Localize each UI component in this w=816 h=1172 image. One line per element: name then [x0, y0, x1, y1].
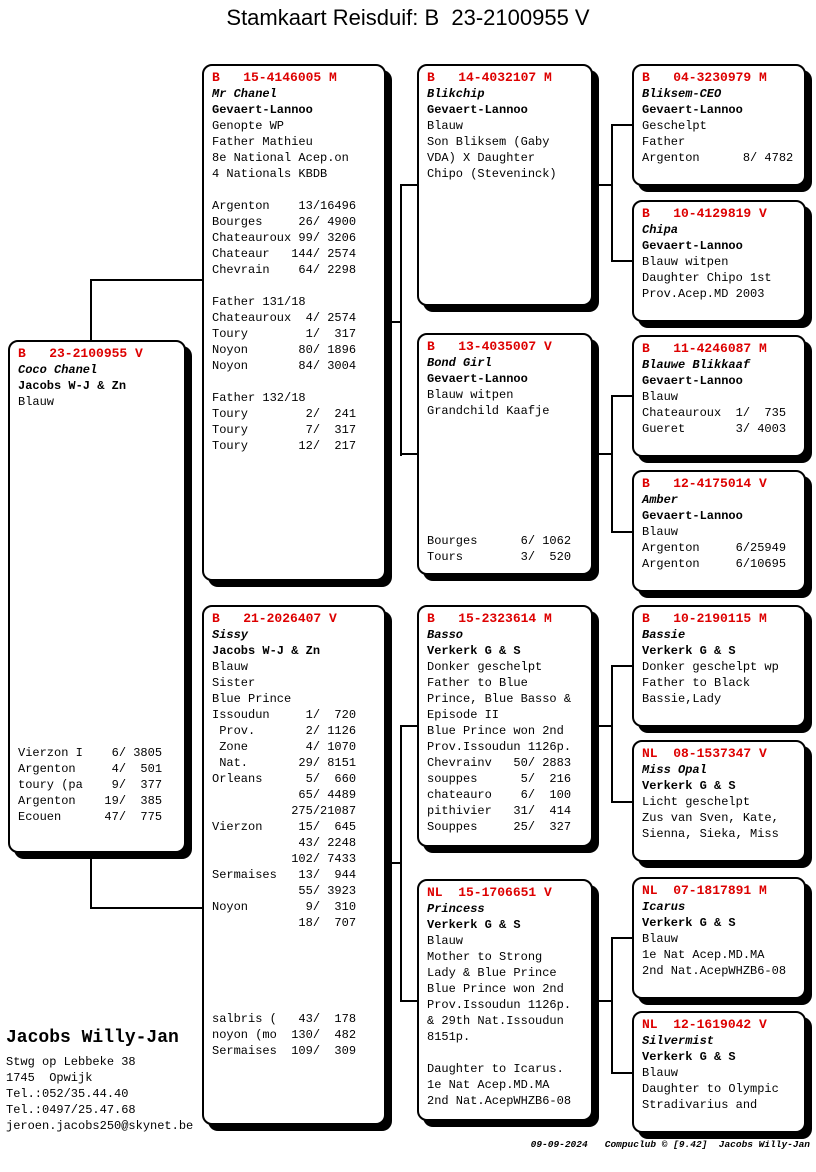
text-line: chateauro 6/ 100: [427, 788, 572, 802]
pigeon-details: [212, 118, 382, 454]
connector-fm-right-stub: [593, 453, 613, 455]
pigeon-name: Bassie: [642, 628, 686, 642]
text-line: 43/ 2248: [212, 836, 357, 850]
text-line: Issoudun 1/ 720: [212, 708, 357, 722]
text-line: Father 132/18: [212, 391, 306, 405]
owner-address: [6, 1054, 193, 1134]
text-line: Prov.Acep.MD 2003: [642, 287, 765, 301]
text-line: 275/21087: [212, 804, 357, 818]
connector-mff-stub: [611, 665, 632, 667]
text-line: Noyon 80/ 1896: [212, 343, 357, 357]
text-line: Argenton 4/ 501: [18, 762, 163, 776]
text-line: [212, 947, 382, 963]
text-line: 102/ 7433: [212, 852, 357, 866]
text-line: Souppes 25/ 327: [427, 820, 572, 834]
text-line: Chipo (Steveninck): [427, 167, 557, 181]
text-line: 1e Nat Acep.MD.MA: [642, 948, 765, 962]
pigeon-name: Bond Girl: [427, 356, 492, 370]
pedigree-box-mfm: [632, 740, 806, 862]
text-line: VDA) X Daughter: [427, 151, 536, 165]
connector-subject-mother-vline: [90, 853, 92, 909]
pedigree-box-fff: [632, 64, 806, 186]
pigeon-details: [212, 659, 382, 1059]
text-line: Father to Blue: [427, 676, 528, 690]
pedigree-box-father: [202, 64, 386, 581]
ring-number: B 15-2323614 M: [427, 611, 552, 626]
pigeon-name: Sissy: [212, 628, 249, 642]
text-line: 65/ 4489: [212, 788, 357, 802]
page-title: Stamkaart Reisduif: B 23-2100955 V: [226, 5, 590, 30]
breeder-name: Gevaert-Lannoo: [642, 103, 743, 117]
text-line: Donker geschelpt wp: [642, 660, 779, 674]
footer-credit: 09-09-2024 Compuclub © [9.42] Jacobs Willy-Jan: [530, 1139, 810, 1150]
text-line: [212, 963, 382, 979]
ring-number: NL 12-1619042 V: [642, 1017, 767, 1032]
text-line: Bassie,Lady: [642, 692, 722, 706]
connector-mmf-stub: [611, 937, 632, 939]
connector-mfm-stub: [611, 801, 632, 803]
text-line: Prov.Issoudun 1126p.: [427, 998, 572, 1012]
connector-subject-father-hline: [90, 279, 202, 281]
breeder-name: Verkerk G & S: [427, 918, 521, 932]
race-results: [427, 533, 571, 565]
pedigree-box-mf: [417, 605, 593, 847]
pedigree-box-mff: [632, 605, 806, 727]
text-line: Genopte WP: [212, 119, 285, 133]
pigeon-name: Blikchip: [427, 87, 485, 101]
text-line: Episode II: [427, 708, 500, 722]
pigeon-details: [642, 931, 802, 979]
text-line: Gueret 3/ 4003: [642, 422, 787, 436]
connector-ff-ggp-vline: [611, 124, 613, 262]
connector-fm-stub: [400, 453, 417, 455]
text-line: Tel.:052/35.44.40: [6, 1087, 129, 1101]
connector-mf-ggp-vline: [611, 665, 613, 803]
pigeon-name: Princess: [427, 902, 485, 916]
pigeon-name: Miss Opal: [642, 763, 707, 777]
breeder-name: Gevaert-Lannoo: [212, 103, 313, 117]
text-line: Blue Prince won 2nd: [427, 724, 564, 738]
text-line: Daughter Chipo 1st: [642, 271, 772, 285]
breeder-name: Verkerk G & S: [642, 779, 736, 793]
pigeon-details: [642, 794, 802, 842]
pedigree-box-ffm: [632, 200, 806, 322]
text-line: Chateauroux 1/ 735: [642, 406, 787, 420]
ring-number: B 12-4175014 V: [642, 476, 767, 491]
connector-fff-stub: [611, 124, 632, 126]
text-line: Ecouen 47/ 775: [18, 810, 163, 824]
pedigree-box-mm: [417, 879, 593, 1121]
pedigree-box-ff: [417, 64, 593, 306]
text-line: Zus van Sven, Kate,: [642, 811, 779, 825]
text-line: Daughter to Olympic: [642, 1082, 779, 1096]
text-line: Toury 1/ 317: [212, 327, 357, 341]
text-line: Blauw witpen: [642, 255, 729, 269]
text-line: jeroen.jacobs250@skynet.be: [6, 1119, 194, 1133]
text-line: Father 131/18: [212, 295, 306, 309]
pigeon-name: Blauwe Blikkaaf: [642, 358, 751, 372]
connector-fmm-stub: [611, 531, 632, 533]
text-line: Orleans 5/ 660: [212, 772, 357, 786]
breeder-name: Verkerk G & S: [427, 644, 521, 658]
breeder-name: Verkerk G & S: [642, 644, 736, 658]
text-line: Argenton 19/ 385: [18, 794, 163, 808]
pigeon-name: Amber: [642, 493, 679, 507]
text-line: Sienna, Sieka, Miss: [642, 827, 779, 841]
text-line: Argenton 6/25949: [642, 541, 787, 555]
breeder-name: Jacobs W-J & Zn: [212, 644, 321, 658]
connector-mm-stub: [400, 1000, 417, 1002]
text-line: Chateauroux 4/ 2574: [212, 311, 357, 325]
ring-number: NL 07-1817891 M: [642, 883, 767, 898]
text-line: 1e Nat Acep.MD.MA: [427, 1078, 550, 1092]
text-line: Father Mathieu: [212, 135, 313, 149]
pigeon-name: Basso: [427, 628, 464, 642]
pigeon-details: [642, 254, 802, 302]
text-line: toury (pa 9/ 377: [18, 778, 163, 792]
pigeon-details: [427, 118, 589, 182]
connector-ff-stub: [400, 184, 417, 186]
text-line: Blauw: [427, 119, 464, 133]
connector-ffm-stub: [611, 260, 632, 262]
pigeon-details: [427, 933, 589, 1109]
text-line: Father: [642, 135, 686, 149]
pigeon-details: [427, 659, 589, 835]
text-line: Blue Prince: [212, 692, 292, 706]
text-line: Donker geschelpt: [427, 660, 543, 674]
pigeon-name: Bliksem-CEO: [642, 87, 722, 101]
text-line: 2nd Nat.AcepWHZB6-08: [427, 1094, 572, 1108]
ring-number: B 13-4035007 V: [427, 339, 552, 354]
text-line: [212, 979, 382, 995]
text-line: Grandchild Kaafje: [427, 404, 550, 418]
text-line: Toury 7/ 317: [212, 423, 357, 437]
text-line: Son Bliksem (Gaby: [427, 135, 550, 149]
text-line: Blauw: [642, 932, 679, 946]
text-line: [212, 995, 382, 1011]
text-line: Licht geschelpt: [642, 795, 751, 809]
pigeon-name: Mr Chanel: [212, 87, 277, 101]
text-line: Blauw: [427, 934, 464, 948]
text-line: Vierzon I 6/ 3805: [18, 746, 163, 760]
breeder-name: Jacobs W-J & Zn: [18, 379, 127, 393]
text-line: Nat. 29/ 8151: [212, 756, 357, 770]
text-line: 8151p.: [427, 1030, 471, 1044]
pigeon-details: [642, 1065, 802, 1113]
text-line: Prov.Issoudun 1126p.: [427, 740, 572, 754]
pigeon-details: [18, 394, 182, 410]
connector-father-grandparents-vline: [400, 184, 402, 456]
text-line: [212, 278, 382, 294]
pedigree-box-mmf: [632, 877, 806, 999]
breeder-name: Gevaert-Lannoo: [427, 372, 528, 386]
pedigree-box-subject: [8, 340, 186, 853]
text-line: Bourges 26/ 4900: [212, 215, 357, 229]
text-line: [212, 931, 382, 947]
text-line: Chateauroux 99/ 3206: [212, 231, 357, 245]
text-line: & 29th Nat.Issoudun: [427, 1014, 564, 1028]
connector-mf-right-stub: [593, 725, 613, 727]
text-line: pithivier 31/ 414: [427, 804, 572, 818]
text-line: salbris ( 43/ 178: [212, 1012, 357, 1026]
text-line: Zone 4/ 1070: [212, 740, 357, 754]
pigeon-name: Chipa: [642, 223, 679, 237]
ring-number: B 21-2026407 V: [212, 611, 337, 626]
text-line: 18/ 707: [212, 916, 357, 930]
pigeon-details: [642, 524, 802, 572]
breeder-name: Gevaert-Lannoo: [642, 509, 743, 523]
ring-number: B 10-4129819 V: [642, 206, 767, 221]
text-line: Noyon 84/ 3004: [212, 359, 357, 373]
ring-number: B 14-4032107 M: [427, 70, 552, 85]
breeder-name: Verkerk G & S: [642, 916, 736, 930]
text-line: Chevrain 64/ 2298: [212, 263, 357, 277]
race-results: [18, 745, 162, 825]
text-line: [212, 374, 382, 390]
text-line: [212, 182, 382, 198]
owner-name: Jacobs Willy-Jan: [6, 1028, 179, 1048]
text-line: Blauw: [18, 395, 55, 409]
text-line: Toury 2/ 241: [212, 407, 357, 421]
text-line: Argenton 6/10695: [642, 557, 787, 571]
text-line: 55/ 3923: [212, 884, 357, 898]
ring-number: B 04-3230979 M: [642, 70, 767, 85]
ring-number: B 10-2190115 M: [642, 611, 767, 626]
breeder-name: Verkerk G & S: [642, 1050, 736, 1064]
pedigree-box-mmm: [632, 1011, 806, 1133]
connector-fm-ggp-vline: [611, 395, 613, 533]
ring-number: B 15-4146005 M: [212, 70, 337, 85]
pigeon-details: [642, 659, 802, 707]
text-line: Sermaises 13/ 944: [212, 868, 357, 882]
text-line: Geschelpt: [642, 119, 707, 133]
text-line: Prov. 2/ 1126: [212, 724, 357, 738]
text-line: Bourges 6/ 1062: [427, 534, 572, 548]
text-line: Blue Prince won 2nd: [427, 982, 564, 996]
connector-fmf-stub: [611, 395, 632, 397]
connector-mm-ggp-vline: [611, 937, 613, 1074]
ring-number: B 11-4246087 M: [642, 341, 767, 356]
pedigree-box-mother: [202, 605, 386, 1125]
text-line: Toury 12/ 217: [212, 439, 357, 453]
connector-subject-mother-hline: [90, 907, 202, 909]
text-line: Chevrainv 50/ 2883: [427, 756, 572, 770]
breeder-name: Gevaert-Lannoo: [642, 374, 743, 388]
text-line: Noyon 9/ 310: [212, 900, 357, 914]
pigeon-details: [642, 118, 802, 166]
text-line: Sermaises 109/ 309: [212, 1044, 357, 1058]
breeder-name: Gevaert-Lannoo: [642, 239, 743, 253]
pigeon-details: [642, 389, 802, 437]
text-line: Blauw witpen: [427, 388, 514, 402]
connector-mf-stub: [400, 725, 417, 727]
connector-subject-father-vline: [90, 279, 92, 340]
pigeon-name: Icarus: [642, 900, 686, 914]
text-line: [427, 1045, 589, 1061]
text-line: noyon (mo 130/ 482: [212, 1028, 357, 1042]
text-line: Blauw: [642, 1066, 679, 1080]
pigeon-name: Silvermist: [642, 1034, 715, 1048]
text-line: Sister: [212, 676, 256, 690]
owner-block: [6, 1030, 193, 1134]
text-line: 8e National Acep.on: [212, 151, 349, 165]
connector-ff-right-stub: [593, 184, 613, 186]
breeder-name: Gevaert-Lannoo: [427, 103, 528, 117]
text-line: souppes 5/ 216: [427, 772, 572, 786]
ring-number: NL 15-1706651 V: [427, 885, 552, 900]
ring-number: B 23-2100955 V: [18, 346, 143, 361]
text-line: Father to Black: [642, 676, 751, 690]
text-line: Daughter to Icarus.: [427, 1062, 564, 1076]
pigeon-details: [427, 387, 589, 419]
text-line: Stradivarius and: [642, 1098, 758, 1112]
ring-number: NL 08-1537347 V: [642, 746, 767, 761]
connector-mmm-stub: [611, 1072, 632, 1074]
text-line: Blauw: [642, 525, 679, 539]
text-line: Prince, Blue Basso &: [427, 692, 572, 706]
text-line: 2nd Nat.AcepWHZB6-08: [642, 964, 787, 978]
text-line: Blauw: [642, 390, 679, 404]
pigeon-name: Coco Chanel: [18, 363, 98, 377]
text-line: Vierzon 15/ 645: [212, 820, 357, 834]
text-line: Chateaur 144/ 2574: [212, 247, 357, 261]
text-line: Tel.:0497/25.47.68: [6, 1103, 136, 1117]
text-line: Argenton 13/16496: [212, 199, 357, 213]
text-line: Argenton 8/ 4782: [642, 151, 794, 165]
connector-mm-right-stub: [593, 1000, 613, 1002]
pedigree-box-fmf: [632, 335, 806, 457]
pedigree-box-fm: [417, 333, 593, 575]
text-line: Mother to Strong: [427, 950, 543, 964]
text-line: Stwg op Lebbeke 38: [6, 1055, 136, 1069]
text-line: Blauw: [212, 660, 249, 674]
text-line: Lady & Blue Prince: [427, 966, 557, 980]
text-line: Tours 3/ 520: [427, 550, 572, 564]
connector-mother-grandparents-vline: [400, 725, 402, 1002]
text-line: 4 Nationals KBDB: [212, 167, 328, 181]
pedigree-box-fmm: [632, 470, 806, 592]
text-line: 1745 Opwijk: [6, 1071, 93, 1085]
